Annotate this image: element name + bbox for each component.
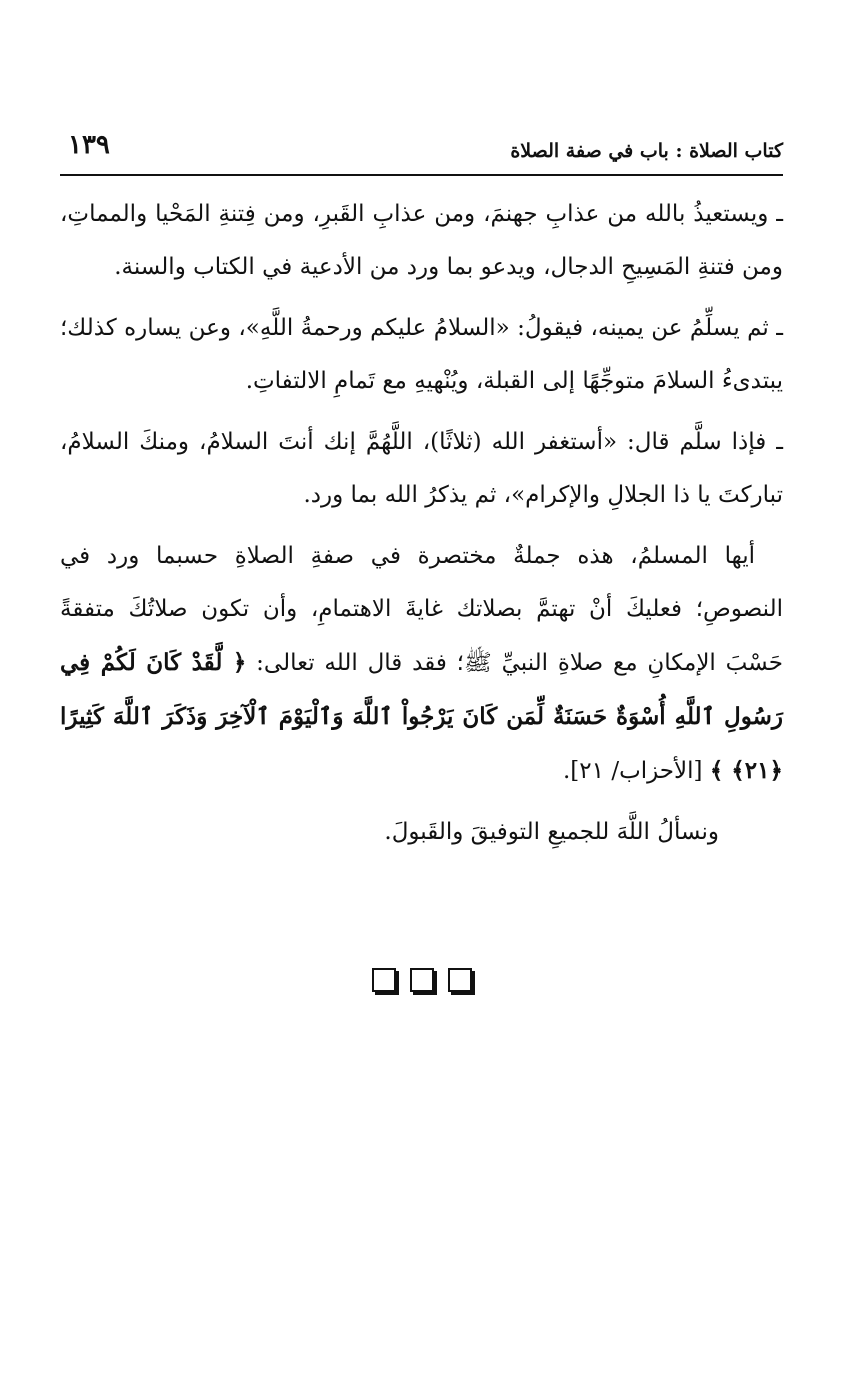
ornament-square-icon xyxy=(410,968,434,992)
paragraph-taslim: ـ ثم يسلِّمُ عن يمينه، فيقولُ: «السلامُ عليكم ورحمةُ اللَّهِ»، وعن يساره كذلك؛ يبتدىءُ السلامَ متوجِّهًا إلى القبلة، ويُنْهيهِ مع تَمامِ الالتفاتِ. xyxy=(60,315,783,394)
final-supplication: ونسألُ اللَّهَ للجميعِ التوفيقَ والقَبولَ. xyxy=(384,819,719,845)
paragraph-seeking-refuge: ـ ويستعيذُ بالله من عذابِ جهنمَ، ومن عذابِ القَبرِ، ومن فِتنةِ المَحْيا والمماتِ، ومن فتنةِ المَسِيحِ الدجال، ويدعو بما ورد من الأدعية في الكتاب والسنة. xyxy=(60,201,783,280)
paragraph-closing-advice xyxy=(60,530,783,798)
quran-verse: ﴿ لَّقَدْ كَانَ لَكُمْ فِي رَسُولِ ٱللَّهِ أُسْوَةٌ حَسَنَةٌ لِّمَن كَانَ يَرْجُواْ ٱللَّهَ وَٱلْيَوْمَ ٱلْآخِرَ وَذَكَرَ ٱللَّهَ كَثِيرًا ﴿٢١﴾ ﴾ xyxy=(60,649,783,784)
closing-text: أيها المسلمُ، هذه جملةٌ مختصرة في صفةِ الصلاةِ حسبما ورد في النصوصِ؛ فعليكَ أنْ تهتمَّ بصلاتك غايةَ الاهتمامِ، وأن تكون صلاتُكَ متفقةً حَسْبَ الإمكانِ مع صلاةِ النبيِّ ﷺ؛ فقد قال الله تعالى: xyxy=(60,543,783,676)
page-header xyxy=(60,128,783,176)
ornament-square-icon xyxy=(372,968,396,992)
paragraph-after-salam: ـ فإذا سلَّم قال: «أستغفر الله (ثلاثًا)، اللَّهُمَّ إنك أنتَ السلامُ، ومنكَ السلامُ، تباركتَ يا ذا الجلالِ والإكرام»، ثم يذكرُ الله بما ورد. xyxy=(60,429,783,508)
page-body xyxy=(60,188,783,867)
chapter-title: كتاب الصلاة : باب في صفة الصلاة xyxy=(510,140,783,162)
verse-reference: [الأحزاب/ ٢١]. xyxy=(563,758,710,784)
end-ornament xyxy=(0,968,843,992)
page-number: ١٣٩ xyxy=(68,130,110,160)
ornament-square-icon xyxy=(448,968,472,992)
